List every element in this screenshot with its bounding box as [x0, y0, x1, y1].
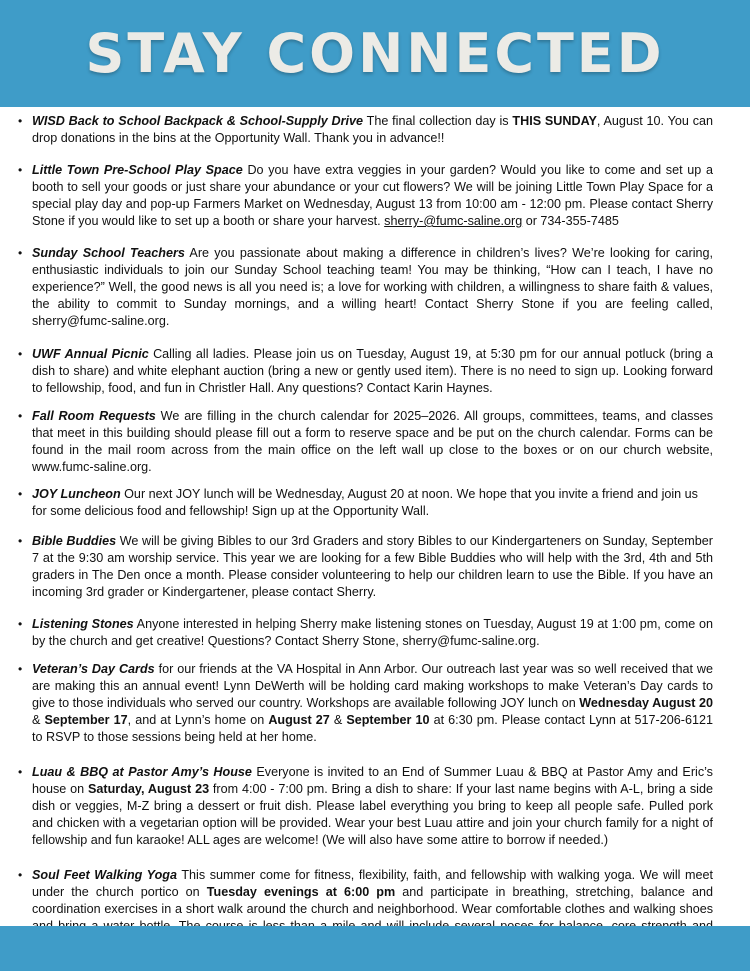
item-title: Listening Stones	[32, 617, 134, 631]
item-title: Veteran’s Day Cards	[32, 662, 155, 676]
item-title: Little Town Pre-School Play Space	[32, 163, 243, 177]
header-banner	[0, 0, 750, 107]
item-title: Soul Feet Walking Yoga	[32, 868, 178, 882]
announcement-list	[32, 113, 713, 952]
list-item: • Fall Room Requests We are filling in the church calendar for 2025–2026. All groups, committees, teams, and classes that meet in this building should please fill out a form to reserve space and be put on the church calendar. Forms can be found in the mail room across from the main office on the left wall up close to the boxes or on our church website, www.fumc-saline.org.	[32, 408, 713, 476]
item-title: Fall Room Requests	[32, 409, 156, 423]
footer-band	[0, 926, 750, 971]
item-title: Bible Buddies	[32, 534, 117, 548]
list-item: • Little Town Pre-School Play Space Do you have extra veggies in your garden? Would you like to come and set up a booth to sell your goods or just share your abundance or your cut flowers? We will be joining Little Town Play Space for a special play day and pop-up Farmers Market on Wednesday, August 13 from 10:00 am - 12:00 pm. Please contact Sherry Stone if you would like to set up a booth or share your harvest. sherry-@fumc-saline.org or 734-355-7485	[32, 162, 713, 230]
email-link[interactable]: sherry-@fumc-saline.org	[384, 214, 523, 228]
item-title: Luau & BBQ at Pastor Amy’s House	[32, 765, 252, 779]
page-title: STAY CONNECTED	[85, 22, 665, 85]
list-item: • JOY Luncheon Our next JOY lunch will be Wednesday, August 20 at noon. We hope that you invite a friend and join us for some delicious food and fellowship! Sign up at the Opportunity Wall.	[32, 486, 713, 520]
list-item: • Veteran’s Day Cards for our friends at the VA Hospital in Ann Arbor. Our outreach last year was so well received that we are making this an annual event! Lynn DeWerth will be holding card making workshops to make Veteran’s Day cards to give to those individuals who served our country. Workshops are available following JOY lunch on Wednesday August 20 & September 17, and at Lynn’s home on August 27 & September 10 at 6:30 pm. Please contact Lynn at 517-206-6121 to RSVP to those sessions being held at her home.	[32, 661, 713, 746]
list-item: • Luau & BBQ at Pastor Amy’s House Everyone is invited to an End of Summer Luau & BBQ at Pastor Amy and Eric’s house on Saturday, August 23 from 4:00 - 7:00 pm. Bring a dish to share: If your last name begins with A-L, bring a side dish or veggies, M-Z bring a dessert or fruit dish. Please label everything you bring to keep all people safe. Pulled pork and chicken with a vegetarian option will be provided. Wear your best Luau attire and join your church family for a night of fellowship and fun karaoke! ALL ages are welcome! (We will also have some attire to borrow if needed.)	[32, 764, 713, 849]
item-title: Sunday School Teachers	[32, 246, 185, 260]
list-item: • Soul Feet Walking Yoga This summer come for fitness, flexibility, faith, and fellowship with walking yoga. We will meet under the church portico on Tuesday evenings at 6:00 pm and participate in breathing, stretching, balance and coordination exercises in a short walk around the church and neighborhood. Wear comfortable clothes and walking shoes	[32, 867, 713, 952]
item-title: UWF Annual Picnic	[32, 347, 149, 361]
list-item: • UWF Annual Picnic Calling all ladies. Please join us on Tuesday, August 19, at 5:30 pm for our annual potluck (bring a dish to share) and white elephant auction (bring a new or gently used item). There is no need to sign up. Looking forward to fellowship, food, and fun in Christler Hall. Any questions? Contact Karin Haynes.	[32, 346, 713, 397]
list-item: • WISD Back to School Backpack & School-Supply Drive The final collection day is THIS SUNDAY, August 10. You can drop donations in the bins at the Opportunity Wall. Thank you in advance!!	[32, 113, 713, 147]
item-title: JOY Luncheon	[32, 487, 121, 501]
list-item: • Sunday School Teachers Are you passionate about making a difference in children’s lives? We’re looking for caring, enthusiastic individuals to join our Sunday School teaching team! You may be thinking, “How can I teach, I have no experience?” Well, the good news is all you need is; a love for working with children, a willingness to share faith & values, the ability to commit to Sunday mornings, and a willing heart! Contact Sherry Stone if you are feeling called, sherry@fumc-saline.org.	[32, 245, 713, 330]
list-item: • Listening Stones Anyone interested in helping Sherry make listening stones on Tuesday, August 19 at 1:00 pm, come on by the church and get creative! Questions? Contact Sherry Stone, sherry@fumc-saline.org.	[32, 616, 713, 650]
list-item: • Bible Buddies We will be giving Bibles to our 3rd Graders and story Bibles to our Kindergarteners on Sunday, September 7 at the 9:30 am worship service. This year we are looking for a few Bible Buddies who will help with the 3rd, 4th and 5th graders in The Den once a month. Please consider volunteering to help our children learn to use the Bible. If you have an incoming 3rd grader or Kindergartener, please contact Sherry.	[32, 533, 713, 601]
item-title: WISD Back to School Backpack & School-Supply Drive	[32, 114, 364, 128]
